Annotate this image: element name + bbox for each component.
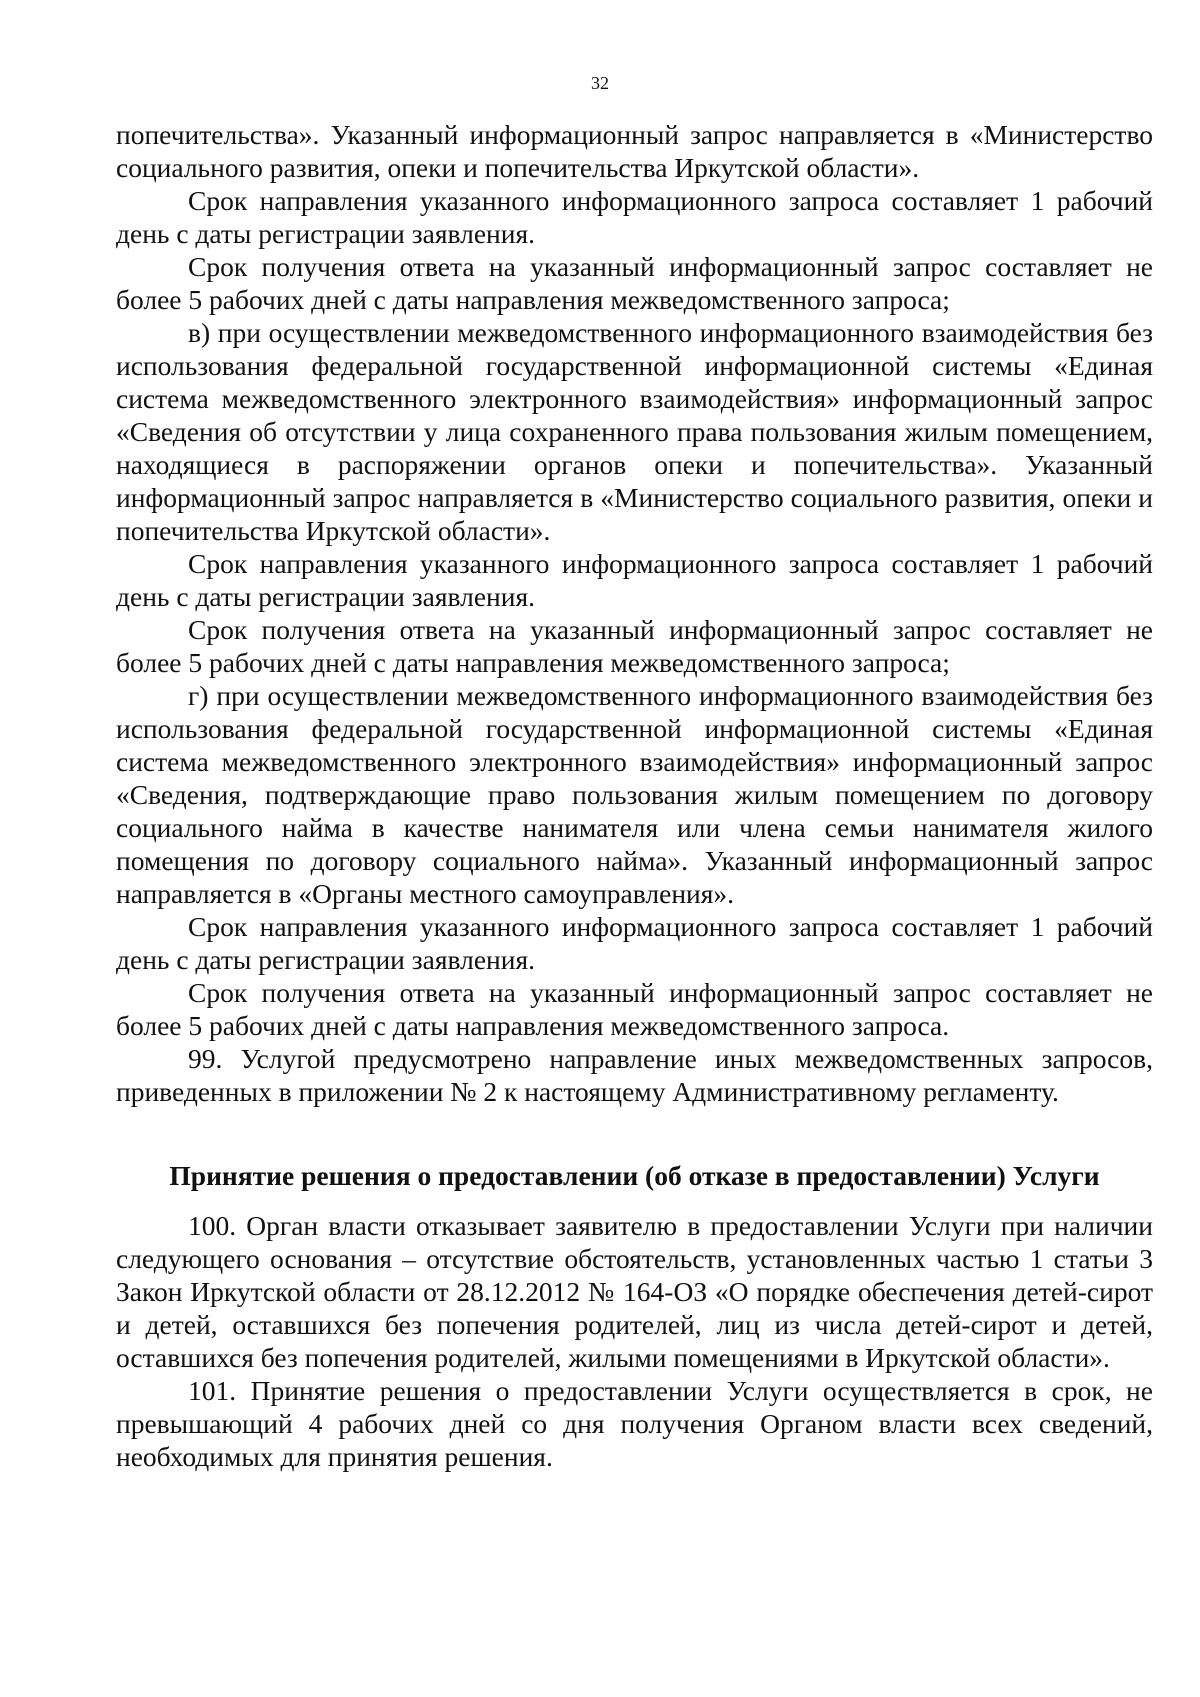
paragraph: в) при осуществлении межведомственного информационного взаимодействия без использования федеральной государственной информационной системы «Единая система межведомственного электронного взаимодействия» информационный запрос «Сведения об отсутствии у лица сохраненного права пользования жилым помещением, находящиеся в распоряжении органов опеки и попечительства». Указанный информационный запрос направляется в «Министерство социального развития, опеки и попечительства Иркутской области».: [116, 317, 1153, 546]
paragraph: Срок получения ответа на указанный информационный запрос составляет не более 5 рабочих дней с даты направления межведомственного запроса.: [116, 977, 1153, 1041]
paragraphs-bottom: [116, 1209, 1153, 1473]
page-number: 32: [591, 73, 609, 93]
paragraph: попечительства». Указанный информационный запрос направляется в «Министерство социального развития, опеки и попечительства Иркутской области».: [116, 119, 1153, 183]
paragraphs-top: [116, 118, 1153, 1108]
paragraph: Срок получения ответа на указанный информационный запрос составляет не более 5 рабочих дней с даты направления межведомственного запроса;: [116, 614, 1153, 678]
document-body: [116, 118, 1153, 1473]
paragraph: г) при осуществлении межведомственного информационного взаимодействия без использования федеральной государственной информационной системы «Единая система межведомственного электронного взаимодействия» информационный запрос «Сведения, подтверждающие право пользования жилым помещением по договору социального найма в качестве нанимателя или члена семьи нанимателя жилого помещения по договору социального найма». Указанный информационный запрос направляется в «Органы местного самоуправления».: [116, 680, 1153, 909]
paragraph: Срок направления указанного информационного запроса составляет 1 рабочий день с даты регистрации заявления.: [116, 185, 1153, 249]
paragraph: Срок направления указанного информационного запроса составляет 1 рабочий день с даты регистрации заявления.: [116, 548, 1153, 612]
paragraph: 100. Орган власти отказывает заявителю в предоставлении Услуги при наличии следующего основания – отсутствие обстоятельств, установленных частью 1 статьи 3 Закон Иркутской области от 28.12.2012 № 164-ОЗ «О порядке обеспечения детей-сирот и детей, оставшихся без попечения родителей, лиц из числа детей-сирот и детей, оставшихся без попечения родителей, жилыми помещениями в Иркутской области».: [116, 1210, 1153, 1373]
section-heading: Принятие решения о предоставлении (об отказе в предоставлении) Услуги: [169, 1160, 1100, 1191]
paragraph: Срок направления указанного информационного запроса составляет 1 рабочий день с даты регистрации заявления.: [116, 911, 1153, 975]
paragraph: 101. Принятие решения о предоставлении Услуги осуществляется в срок, не превышающий 4 рабочих дней со дня получения Органом власти всех сведений, необходимых для принятия решения.: [116, 1375, 1153, 1472]
paragraph: Срок получения ответа на указанный информационный запрос составляет не более 5 рабочих дней с даты направления межведомственного запроса;: [116, 251, 1153, 315]
paragraph: 99. Услугой предусмотрено направление иных межведомственных запросов, приведенных в приложении № 2 к настоящему Административному регламенту.: [116, 1043, 1153, 1107]
